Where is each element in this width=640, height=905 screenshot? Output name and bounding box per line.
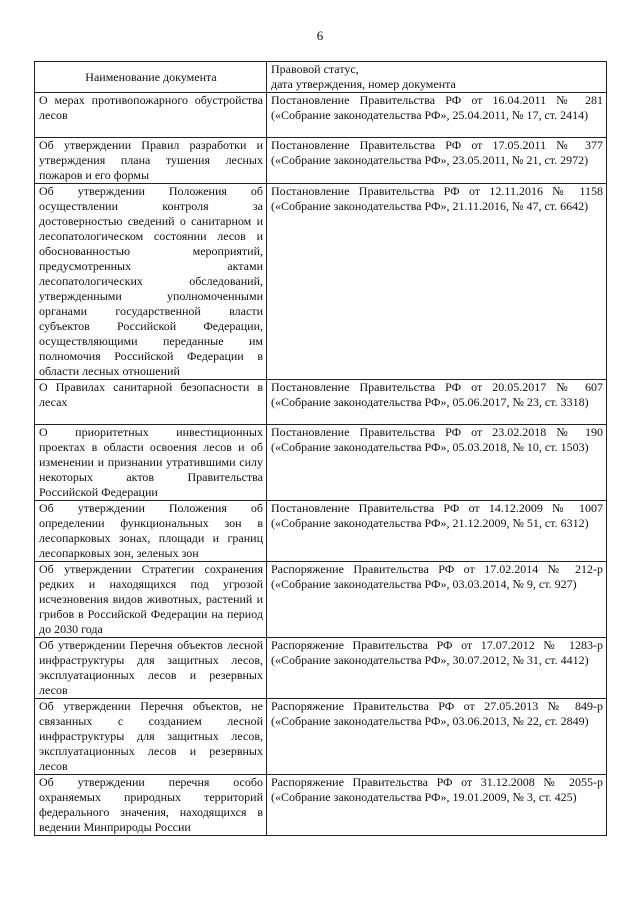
document-name-cell: Об утверждении Перечня объектов, не связанных с созданием лесной инфраструктуры для защитных лесов, эксплуатационных лесов и резервных лесов [35, 699, 267, 775]
table-row [35, 562, 607, 638]
table-row [35, 380, 607, 425]
document-name-cell: О приоритетных инвестиционных проектах в области освоения лесов и об изменении и признании утратившими силу некоторых актов Правительства Российской Федерации [35, 425, 267, 501]
document-name-cell: О Правилах санитарной безопасности в лесах [35, 380, 267, 425]
legal-status-cell: Постановление Правительства РФ от 14.12.2009 № 1007 («Собрание законодательства РФ», 21.12.2009, № 51, ст. 6312) [267, 501, 607, 562]
document-name-cell: Об утверждении Перечня объектов лесной инфраструктуры для защитных лесов, эксплуатационных лесов и резервных лесов [35, 638, 267, 699]
table-row [35, 425, 607, 501]
table-row [35, 501, 607, 562]
table-row [35, 138, 607, 184]
document-name-cell: Об утверждении перечня особо охраняемых природных территорий федерального значения, находящихся в ведении Минприроды России [35, 775, 267, 836]
legal-status-cell: Постановление Правительства РФ от 23.02.2018 № 190 («Собрание законодательства РФ», 05.03.2018, № 10, ст. 1503) [267, 425, 607, 501]
document-name-cell: Об утверждении Стратегии сохранения редких и находящихся под угрозой исчезновения видов животных, растений и грибов в Российской Федерации на период до 2030 года [35, 562, 267, 638]
legal-status-cell: Постановление Правительства РФ от 20.05.2017 № 607 («Собрание законодательства РФ», 05.06.2017, № 23, ст. 3318) [267, 380, 607, 425]
header-legal-status-line2: дата утверждения, номер документа [271, 77, 456, 91]
header-legal-status [267, 62, 607, 93]
legal-status-cell: Постановление Правительства РФ от 17.05.2011 № 377 («Собрание законодательства РФ», 23.05.2011, № 21, ст. 2972) [267, 138, 607, 184]
table-row [35, 93, 607, 138]
table-header-row [35, 62, 607, 93]
table-row [35, 638, 607, 699]
page-number: 6 [316, 28, 324, 43]
legal-status-cell: Постановление Правительства РФ от 16.04.2011 № 281 («Собрание законодательства РФ», 25.04.2011, № 17, ст. 2414) [267, 93, 607, 138]
table-row [35, 775, 607, 836]
header-legal-status-line1: Правовой статус, [271, 62, 359, 76]
document-name-cell: Об утверждении Правил разработки и утверждения плана тушения лесных пожаров и его формы [35, 138, 267, 184]
legal-status-cell: Распоряжение Правительства РФ от 17.02.2014 № 212-р («Собрание законодательства РФ», 03.03.2014, № 9, ст. 927) [267, 562, 607, 638]
legal-status-cell: Распоряжение Правительства РФ от 31.12.2008 № 2055-р («Собрание законодательства РФ», 19.01.2009, № 3, ст. 425) [267, 775, 607, 836]
documents-table [34, 61, 607, 836]
table-row [35, 699, 607, 775]
header-document-name: Наименование документа [35, 62, 267, 93]
document-name-cell: Об утверждении Положения об осуществлении контроля за достоверностью сведений о санитарном и лесопатологическом состоянии лесов и обоснованностью мероприятий, предусмотренных актами лесопатологических обследований, утвержденными уполномоченными органами государственной власти субъектов Российской Федерации, осуществляющими переданные им полномочия Российской Федерации в области лесных отношений [35, 184, 267, 380]
table-row [35, 184, 607, 380]
document-name-cell: О мерах противопожарного обустройства лесов [35, 93, 267, 138]
legal-status-cell: Распоряжение Правительства РФ от 27.05.2013 № 849-р («Собрание законодательства РФ», 03.06.2013, № 22, ст. 2849) [267, 699, 607, 775]
legal-status-cell: Постановление Правительства РФ от 12.11.2016 № 1158 («Собрание законодательства РФ», 21.11.2016, № 47, ст. 6642) [267, 184, 607, 380]
legal-status-cell: Распоряжение Правительства РФ от 17.07.2012 № 1283-р («Собрание законодательства РФ», 30.07.2012, № 31, ст. 4412) [267, 638, 607, 699]
document-name-cell: Об утверждении Положения об определении функциональных зон в лесопарковых зонах, площади и границ лесопарковых зон, зеленых зон [35, 501, 267, 562]
